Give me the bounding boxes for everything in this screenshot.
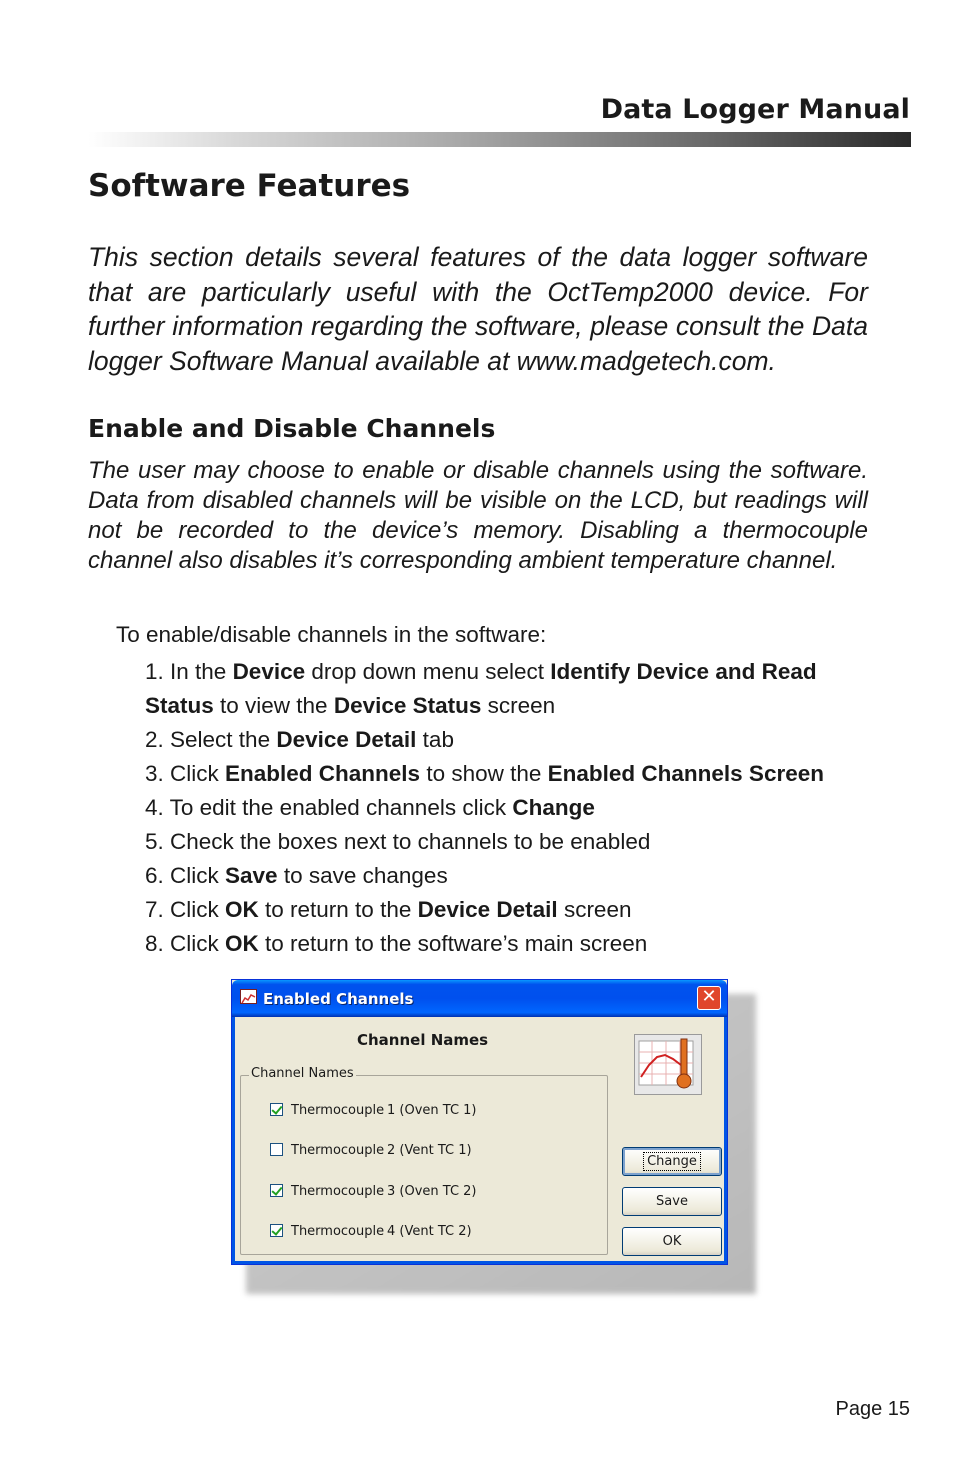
- channel-type: Thermocouple: [291, 1143, 385, 1158]
- document-header-title: Data Logger Manual: [600, 94, 910, 125]
- step-item: 5. Check the boxes next to channels to be enabled: [145, 829, 651, 854]
- channel-label: 1 (Oven TC 1): [387, 1103, 477, 1118]
- channel-checkbox[interactable]: [270, 1103, 283, 1116]
- dialog-titlebar[interactable]: [232, 980, 727, 1017]
- subsection-paragraph: The user may choose to enable or disable channels using the software. Data from disabled channels will be visible on the LCD, but readings will not be recorded to the device’s memory. Disabling a thermocouple channel also disables it’s corresponding ambient temperature channel.: [88, 457, 868, 574]
- section-intro: This section details several features of the data logger software that are particularly useful with the OctTemp2000 device. For further information regarding the software, please consult the Data logger Software Manual available at www.madgetech.com.: [88, 242, 868, 376]
- save-button[interactable]: Save: [622, 1187, 722, 1216]
- header-gradient-bar: [88, 132, 911, 147]
- channel-label: 3 (Oven TC 2): [387, 1184, 477, 1199]
- channel-row-4[interactable]: [270, 1224, 472, 1239]
- dialog-heading: Channel Names: [357, 1031, 489, 1049]
- channel-row-1[interactable]: [270, 1103, 477, 1118]
- app-icon: [240, 989, 257, 1004]
- channel-label: 2 (Vent TC 1): [387, 1143, 472, 1158]
- step-item: 3. Click Enabled Channels to show the Enabled Channels Screen: [145, 761, 824, 786]
- section-title: Software Features: [88, 168, 411, 204]
- channel-checkbox[interactable]: [270, 1224, 283, 1237]
- channel-checkbox[interactable]: [270, 1184, 283, 1197]
- channel-row-2[interactable]: [270, 1143, 472, 1158]
- subsection-title: Enable and Disable Channels: [88, 414, 496, 443]
- steps-intro: To enable/disable channels in the software:: [116, 622, 547, 647]
- channel-names-group-label: Channel Names: [251, 1066, 354, 1081]
- channel-label: 4 (Vent TC 2): [387, 1224, 472, 1239]
- close-icon[interactable]: ✕: [697, 986, 721, 1010]
- step-item: 8. Click OK to return to the software’s main screen: [145, 931, 648, 956]
- enabled-channels-dialog: [231, 979, 728, 1265]
- step-item: 4. To edit the enabled channels click Change: [145, 795, 595, 820]
- page-number: Page 15: [835, 1398, 910, 1420]
- change-button[interactable]: Change: [622, 1147, 722, 1176]
- step-item: 2. Select the Device Detail tab: [145, 727, 454, 752]
- step-item: 1. In the Device drop down menu select Identify Device and Read Status to view the Device Status screen: [145, 659, 817, 718]
- chart-thermometer-icon: [634, 1034, 702, 1095]
- channel-row-3[interactable]: [270, 1184, 477, 1199]
- channel-type: Thermocouple: [291, 1184, 385, 1199]
- channel-type: Thermocouple: [291, 1103, 385, 1118]
- step-item: 7. Click OK to return to the Device Detail screen: [145, 897, 632, 922]
- channel-type: Thermocouple: [291, 1224, 385, 1239]
- ok-button[interactable]: OK: [622, 1227, 722, 1256]
- steps-list: [145, 655, 875, 961]
- dialog-title: Enabled Channels: [263, 990, 414, 1008]
- step-item: 6. Click Save to save changes: [145, 863, 448, 888]
- channel-checkbox[interactable]: [270, 1143, 283, 1156]
